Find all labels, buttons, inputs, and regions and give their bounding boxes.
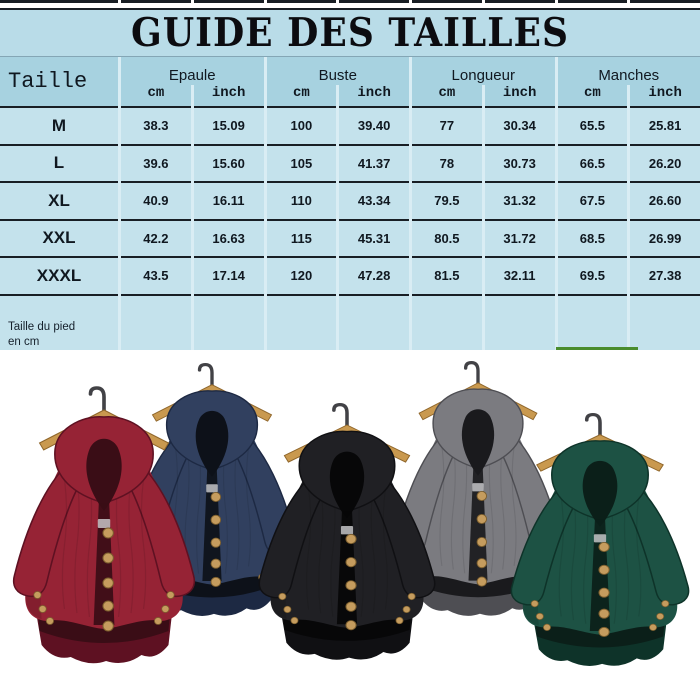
value-cell: 66.5 [558,146,628,184]
value-cell: 30.34 [485,108,555,146]
value-cell: 15.09 [194,108,264,146]
empty-cell [412,296,482,320]
value-cell: 38.3 [121,108,191,146]
value-cell: 32.11 [485,258,555,296]
size-cell-xxl: XXL [0,221,118,259]
value-cell: 26.20 [630,146,700,184]
footer-note [0,320,118,351]
empty-cell [339,320,409,351]
care-tag [98,519,110,528]
empty-cell [121,320,191,351]
empty-cell [558,296,628,320]
value-cell: 30.73 [485,146,555,184]
value-cell: 31.72 [485,221,555,259]
unit-header-inch: inch [630,85,700,108]
value-cell: 110 [267,183,337,221]
value-cell: 45.31 [339,221,409,259]
title-band [0,8,700,57]
value-cell: 40.9 [121,183,191,221]
value-cell: 78 [412,146,482,184]
value-cell: 43.34 [339,183,409,221]
empty-cell [0,296,118,320]
value-cell: 16.63 [194,221,264,259]
size-cell-l: L [0,146,118,184]
value-cell: 42.2 [121,221,191,259]
empty-cell [267,296,337,320]
top-border-segment [194,0,264,3]
unit-header-inch: inch [339,85,409,108]
unit-header-cm: cm [121,85,191,108]
empty-cell [194,296,264,320]
top-border-segment [121,0,191,3]
group-header-buste: Buste [267,57,410,85]
empty-cell [485,296,555,320]
empty-cell [630,320,700,351]
empty-cell [412,320,482,351]
value-cell: 41.37 [339,146,409,184]
value-cell: 120 [267,258,337,296]
value-cell: 105 [267,146,337,184]
value-cell: 68.5 [558,221,628,259]
value-cell: 115 [267,221,337,259]
unit-header-cm: cm [412,85,482,108]
top-border-segment [412,0,482,3]
burgundy-coat [0,383,208,683]
footer-note-line2: en cm [8,336,40,348]
unit-header-inch: inch [485,85,555,108]
value-cell: 26.60 [630,183,700,221]
top-border-segment [0,0,118,3]
page-title: GUIDE DES TAILLES [130,10,569,56]
value-cell: 47.28 [339,258,409,296]
hanger-hook-icon [466,363,478,386]
value-cell: 79.5 [412,183,482,221]
size-table-grid [0,57,700,351]
empty-cell [194,320,264,351]
value-cell: 65.5 [558,108,628,146]
value-cell: 100 [267,108,337,146]
top-border-segment [630,0,700,3]
care-tag [341,526,353,534]
value-cell: 69.5 [558,258,628,296]
value-cell: 31.32 [485,183,555,221]
value-cell: 16.11 [194,183,264,221]
group-header-manches: Manches [558,57,700,85]
value-cell: 39.6 [121,146,191,184]
care-tag [472,483,483,491]
value-cell: 43.5 [121,258,191,296]
empty-cell [630,296,700,320]
value-cell: 15.60 [194,146,264,184]
empty-cell [267,320,337,351]
value-cell: 81.5 [412,258,482,296]
footer-note-line1: Taille du pied [8,321,76,334]
corner-label-taille: Taille [0,57,118,108]
value-cell: 39.40 [339,108,409,146]
value-cell: 25.81 [630,108,700,146]
value-cell: 80.5 [412,221,482,259]
value-cell: 26.99 [630,221,700,259]
size-cell-xxxl: XXXL [0,258,118,296]
value-cell: 77 [412,108,482,146]
value-cell: 17.14 [194,258,264,296]
value-cell: 67.5 [558,183,628,221]
care-tag [594,534,606,542]
unit-header-cm: cm [558,85,628,108]
product-coats-row [0,350,700,700]
top-border-segment [485,0,555,3]
top-border-segment [267,0,337,3]
hanger-hook-icon [90,388,104,413]
group-header-longueur: Longueur [412,57,555,85]
unit-header-inch: inch [194,85,264,108]
value-cell: 27.38 [630,258,700,296]
top-border-segment [339,0,409,3]
size-cell-xl: XL [0,183,118,221]
top-border-segment [558,0,628,3]
size-cell-m: M [0,108,118,146]
black-coat [246,400,448,678]
group-header-epaule: Epaule [121,57,264,85]
empty-cell [339,296,409,320]
unit-header-cm: cm [267,85,337,108]
empty-cell [121,296,191,320]
empty-cell [485,320,555,351]
green-coat [498,410,700,684]
hanger-hook-icon [334,405,347,428]
hanger-hook-icon [587,415,600,438]
